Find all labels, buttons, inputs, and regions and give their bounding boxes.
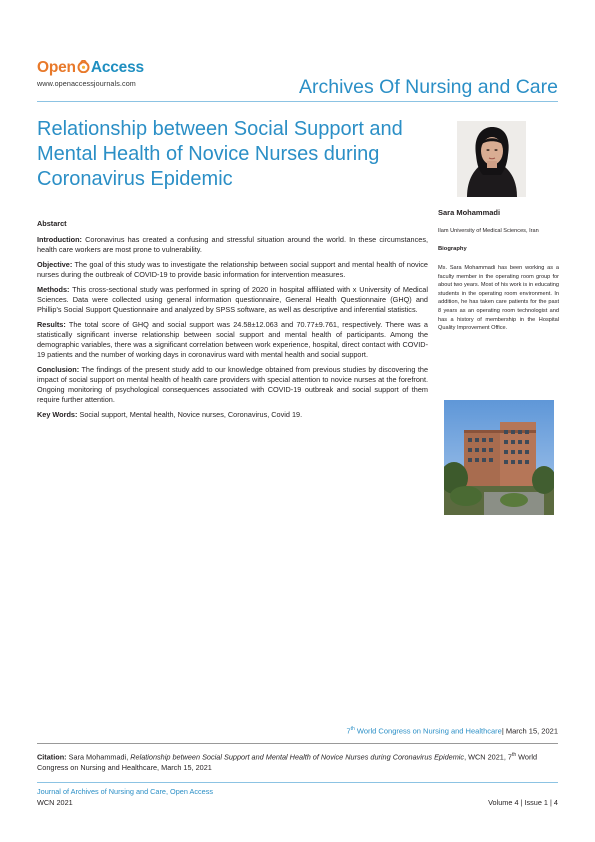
congress-name: World Congress on Nursing and Healthcare <box>354 726 502 736</box>
footer-volume-issue-page: Volume 4 | Issue 1 | 4 <box>488 798 558 807</box>
citation-tail-2: World Congress on Nursing and Healthcare, March 15, 2021 <box>37 752 538 772</box>
results-label: Results: <box>37 320 66 329</box>
footer-conference-code: WCN 2021 <box>37 798 73 807</box>
methods-text: This cross-sectional study was performed in spring of 2020 in hospital affiliated with x University of Medical Sciences. Data were collected using general information questionnaire, General Health Questionnaire (GHQ) and Phillip's Social Support Questionnaire and analyzed by SPSS software, as well as descriptive and inferential statistics. <box>37 285 428 314</box>
conclusion-text: The findings of the present study add to our knowledge obtained from previous studies by discovering the impact of social support on mental health of health care providers with special attention to novice nurses at the forefront. Ongoing monitoring of psychological consequences associated with COVID-19 outbreak and social support of them require further attention. <box>37 365 428 404</box>
author-photo <box>457 121 526 197</box>
citation <box>37 750 558 773</box>
conclusion-label: Conclusion: <box>37 365 80 374</box>
keywords-paragraph <box>37 410 428 420</box>
keywords-text: Social support, Mental health, Novice nurses, Coronavirus, Covid 19. <box>77 410 303 419</box>
publisher-logo <box>37 59 157 95</box>
citation-tail-1: , WCN 2021, <box>464 752 508 762</box>
header-divider <box>37 101 558 102</box>
article-title: Relationship between Social Support and Mental Health of Novice Nurses during Coronavirus Epidemic <box>37 118 403 190</box>
keywords-label: Key Words: <box>37 410 78 419</box>
footer-divider <box>37 782 558 783</box>
results-text: The total score of GHQ and social support was 24.58±12.063 and 70.77±9.761, respectively. There was a statistically significant inverse relationship between social support and mental health of participants. Among the demographic variables, there was a significant correlation between work experience, hospital, direct contact with COVID-19 patients and the number of working days in coronavirus ward with mental health and social support. <box>37 320 428 359</box>
abstract-section <box>37 219 428 425</box>
congress-ordinal-suffix: th <box>350 726 355 732</box>
objective-text: The goal of this study was to investigate the relationship between social support and mental health of novice nurses during the outbreak of COVID-19 to provide basic information for intervention measures. <box>37 260 428 279</box>
citation-authors: Sara Mohammadi, <box>66 752 131 762</box>
objective-paragraph <box>37 260 428 280</box>
logo-open-text: Open <box>37 59 76 76</box>
congress-ordinal: 7 <box>346 726 351 736</box>
congress-date: | March 15, 2021 <box>501 726 558 736</box>
footer-journal-name: Journal of Archives of Nursing and Care, Open Access <box>37 787 214 796</box>
congress-line <box>346 726 558 736</box>
author-name: Sara Mohammadi <box>438 208 501 217</box>
journal-title: Archives Of Nursing and Care <box>298 76 558 98</box>
methods-paragraph <box>37 285 428 315</box>
open-access-lock-icon <box>77 60 90 73</box>
citation-title: Relationship between Social Support and Mental Health of Novice Nurses during Coronavirus Epidemic <box>130 752 465 762</box>
abstract-heading: Abstarct <box>37 219 67 228</box>
citation-label: Citation: <box>37 752 67 762</box>
publisher-url[interactable]: www.openaccessjournals.com <box>37 79 136 88</box>
conclusion-paragraph <box>37 365 428 405</box>
biography-text: Ms. Sara Mohammadi has been working as a faculty member in the operating room group for about two years. Most of his work is in educating students in the operating room environment. In addition, he has taken care patients for the past 8 years as an operating room technologist and has a history of membership in the Hospital Quality Improvement Office. <box>438 265 559 332</box>
introduction-text: Coronavirus has created a confusing and stressful situation around the world. In these circumstances, health care workers are most prone to vulnerability. <box>37 235 428 254</box>
hospital-building-photo <box>444 400 554 515</box>
objective-label: Objective: <box>37 260 73 269</box>
biography-heading: Biography <box>438 246 467 252</box>
results-paragraph <box>37 320 428 360</box>
methods-label: Methods: <box>37 285 70 294</box>
citation-divider <box>37 743 558 744</box>
logo-access-text: Access <box>90 59 144 76</box>
introduction-label: Introduction: <box>37 235 82 244</box>
introduction-paragraph <box>37 235 428 255</box>
citation-ordinal: 7 <box>507 752 512 762</box>
author-affiliation: Ilam University of Medical Sciences, Iran <box>438 228 539 234</box>
citation-ordinal-suffix: th <box>511 752 517 758</box>
